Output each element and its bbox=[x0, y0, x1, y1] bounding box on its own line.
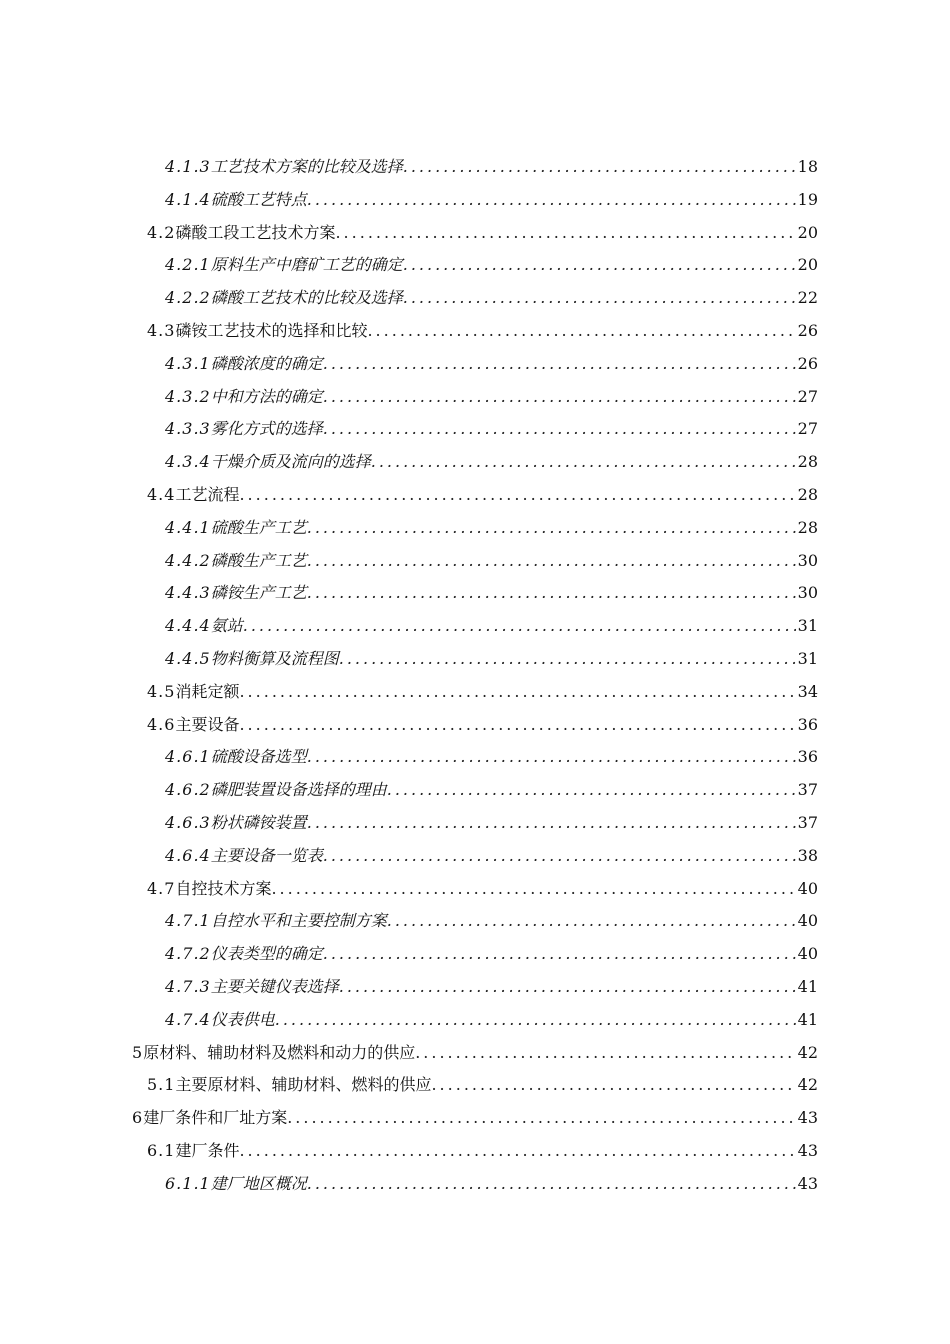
toc-entry[interactable] bbox=[165, 385, 818, 409]
toc-entry[interactable] bbox=[165, 745, 818, 769]
toc-entry-number: 4.6 bbox=[147, 714, 176, 734]
toc-entry-page: 28 bbox=[797, 517, 818, 537]
toc-entry[interactable] bbox=[147, 1139, 818, 1163]
toc-entry-number: 6.1.1 bbox=[165, 1173, 211, 1193]
toc-leader-dots bbox=[323, 352, 796, 376]
toc-leader-dots bbox=[371, 450, 796, 474]
toc-entry-number: 4.2 bbox=[147, 222, 176, 242]
toc-entry-number: 4.4.3 bbox=[165, 583, 211, 603]
toc-entry-title: 工艺流程 bbox=[175, 485, 240, 504]
toc-entry-page: 20 bbox=[797, 255, 818, 275]
toc-entry-page: 19 bbox=[797, 189, 818, 209]
toc-entry-title: 主要原材料、辅助材料、燃料的供应 bbox=[175, 1075, 432, 1095]
toc-entry-number: 4.3.4 bbox=[165, 452, 211, 472]
toc-entry-number: 4.6.1 bbox=[165, 747, 211, 767]
toc-entry-page: 37 bbox=[797, 780, 818, 800]
toc-entry-number: 4.4 bbox=[147, 485, 176, 504]
toc-entry[interactable] bbox=[165, 253, 818, 277]
toc-entry-title: 磷肥装置设备选择的理由 bbox=[210, 780, 387, 800]
toc-entry-title: 磷铵工艺技术的选择和比较 bbox=[175, 321, 368, 340]
toc-entry-page: 28 bbox=[797, 485, 818, 504]
toc-entry-page: 30 bbox=[797, 583, 818, 603]
toc-entry[interactable] bbox=[165, 1008, 818, 1032]
toc-entry-page: 40 bbox=[797, 878, 818, 898]
toc-leader-dots bbox=[307, 516, 796, 540]
toc-entry[interactable] bbox=[165, 352, 818, 376]
toc-leader-dots bbox=[239, 713, 795, 737]
toc-entry-page: 37 bbox=[797, 813, 818, 832]
toc-entry[interactable] bbox=[165, 417, 818, 441]
toc-entry-title: 磷铵生产工艺 bbox=[210, 583, 307, 603]
toc-entry-number: 4.1.3 bbox=[165, 157, 211, 176]
toc-entry[interactable] bbox=[147, 680, 818, 704]
toc-entry-title: 磷酸工艺技术的比较及选择 bbox=[210, 288, 403, 308]
toc-entry[interactable] bbox=[147, 1073, 818, 1097]
toc-entry[interactable] bbox=[147, 221, 818, 245]
toc-entry-number: 4.3.3 bbox=[165, 419, 211, 439]
toc-entry-title: 硫酸生产工艺 bbox=[210, 517, 307, 537]
toc-entry-title: 原料生产中磨矿工艺的确定 bbox=[210, 255, 403, 275]
toc-leader-dots bbox=[403, 286, 796, 310]
toc-entry-title: 硫酸设备选型 bbox=[210, 747, 307, 767]
toc-entry-title: 主要关键仪表选择 bbox=[210, 977, 339, 996]
toc-entry-number: 4.7.2 bbox=[165, 944, 211, 964]
toc-entry-title: 干燥介质及流向的选择 bbox=[210, 452, 371, 472]
toc-entry-page: 27 bbox=[797, 386, 818, 406]
toc-leader-dots bbox=[307, 188, 796, 212]
toc-entry-number: 4.4.5 bbox=[165, 649, 211, 668]
toc-entry[interactable] bbox=[165, 581, 818, 605]
toc-leader-dots bbox=[387, 909, 796, 933]
toc-leader-dots bbox=[307, 745, 796, 769]
toc-entry[interactable] bbox=[165, 286, 818, 310]
toc-entry-number: 6 bbox=[132, 1108, 144, 1128]
toc-entry-title: 粉状磷铵装置 bbox=[210, 813, 307, 832]
toc-leader-dots bbox=[415, 1041, 795, 1065]
toc-entry-page: 22 bbox=[797, 288, 818, 308]
toc-entry-number: 4.6.2 bbox=[165, 780, 211, 800]
toc-entry[interactable] bbox=[165, 647, 818, 671]
toc-entry-title: 物料衡算及流程图 bbox=[210, 649, 339, 668]
toc-entry-page: 41 bbox=[797, 1009, 818, 1029]
toc-entry-number: 4.3.2 bbox=[165, 386, 211, 406]
toc-entry-number: 4.4.1 bbox=[165, 517, 211, 537]
toc-leader-dots bbox=[307, 811, 796, 835]
toc-entry-page: 40 bbox=[797, 944, 818, 964]
toc-leader-dots bbox=[307, 549, 796, 573]
toc-entry[interactable] bbox=[165, 811, 818, 835]
toc-leader-dots bbox=[387, 778, 796, 802]
toc-leader-dots bbox=[403, 253, 796, 277]
toc-entry[interactable] bbox=[165, 778, 818, 802]
toc-entry[interactable] bbox=[132, 1041, 818, 1065]
toc-entry-title: 硫酸工艺特点 bbox=[210, 189, 307, 209]
toc-entry[interactable] bbox=[147, 319, 818, 343]
toc-leader-dots bbox=[431, 1073, 795, 1097]
toc-entry-title: 自控水平和主要控制方案 bbox=[210, 911, 387, 931]
toc-entry[interactable] bbox=[165, 942, 818, 966]
toc-entry-number: 4.4.4 bbox=[165, 616, 211, 636]
toc-entry[interactable] bbox=[147, 483, 818, 507]
toc-entry-title: 建厂地区概况 bbox=[210, 1173, 307, 1193]
toc-leader-dots bbox=[243, 614, 796, 638]
toc-entry-title: 自控技术方案 bbox=[175, 878, 272, 898]
toc-entry[interactable] bbox=[165, 909, 818, 933]
toc-entry-number: 4.7.4 bbox=[165, 1009, 211, 1029]
toc-entry-title: 磷酸生产工艺 bbox=[210, 550, 307, 570]
toc-leader-dots bbox=[307, 1172, 796, 1196]
toc-leader-dots bbox=[239, 1139, 795, 1163]
toc-entry-number: 4.4.2 bbox=[165, 550, 211, 570]
toc-entry-number: 5.1 bbox=[147, 1075, 176, 1095]
toc-entry-number: 4.1.4 bbox=[165, 189, 211, 209]
toc-entry-page: 26 bbox=[797, 321, 818, 340]
toc-leader-dots bbox=[323, 844, 796, 868]
toc-leader-dots bbox=[323, 385, 796, 409]
toc-entry[interactable] bbox=[165, 844, 818, 868]
toc-entry[interactable] bbox=[165, 155, 818, 179]
toc-entry-title: 氨站 bbox=[210, 616, 243, 636]
toc-leader-dots bbox=[239, 483, 795, 507]
toc-entry-title: 雾化方式的选择 bbox=[210, 419, 323, 439]
toc-entry[interactable] bbox=[165, 614, 818, 638]
toc-leader-dots bbox=[307, 581, 796, 605]
toc-entry-page: 43 bbox=[797, 1108, 818, 1128]
toc-leader-dots bbox=[403, 155, 796, 179]
toc-leader-dots bbox=[339, 975, 796, 999]
toc-entry-title: 消耗定额 bbox=[175, 681, 240, 701]
toc-leader-dots bbox=[275, 1008, 796, 1032]
toc-entry[interactable] bbox=[165, 450, 818, 474]
toc-entry-page: 43 bbox=[797, 1141, 818, 1160]
toc-entry-title: 主要设备 bbox=[175, 714, 240, 734]
toc-entry[interactable] bbox=[165, 549, 818, 573]
toc-entry-page: 41 bbox=[797, 977, 818, 996]
toc-leader-dots bbox=[367, 319, 795, 343]
toc-leader-dots bbox=[239, 680, 795, 704]
toc-entry-page: 43 bbox=[797, 1173, 818, 1193]
toc-entry[interactable] bbox=[165, 1172, 818, 1196]
toc-entry[interactable] bbox=[165, 516, 818, 540]
toc-leader-dots bbox=[271, 877, 795, 901]
toc-entry-page: 42 bbox=[797, 1042, 818, 1062]
toc-entry-page: 27 bbox=[797, 419, 818, 439]
toc-leader-dots bbox=[339, 647, 796, 671]
toc-entry[interactable] bbox=[132, 1106, 818, 1130]
toc-entry-page: 31 bbox=[797, 616, 818, 636]
toc-entry-page: 38 bbox=[797, 845, 818, 865]
toc-leader-dots bbox=[287, 1106, 795, 1130]
toc-entry-number: 4.7.1 bbox=[165, 911, 211, 931]
toc-entry-page: 36 bbox=[797, 747, 818, 767]
toc-entry-number: 4.7.3 bbox=[165, 977, 211, 996]
toc-leader-dots bbox=[323, 942, 796, 966]
toc-entry-title: 主要设备一览表 bbox=[210, 845, 323, 865]
toc-entry-number: 4.6.4 bbox=[165, 845, 211, 865]
toc-entry-number: 4.7 bbox=[147, 878, 176, 898]
toc-entry-title: 工艺技术方案的比较及选择 bbox=[210, 157, 403, 176]
toc-entry-page: 42 bbox=[797, 1075, 818, 1095]
toc-leader-dots bbox=[323, 417, 796, 441]
toc-entry-title: 磷酸工段工艺技术方案 bbox=[175, 222, 336, 242]
toc-entry-page: 26 bbox=[797, 353, 818, 373]
toc-entry-number: 4.2.1 bbox=[165, 255, 211, 275]
toc-entry[interactable] bbox=[165, 188, 818, 212]
toc-entry[interactable] bbox=[147, 713, 818, 737]
toc-entry-page: 34 bbox=[797, 681, 818, 701]
toc-entry-number: 6.1 bbox=[147, 1141, 176, 1160]
toc-entry-title: 建厂条件和厂址方案 bbox=[143, 1108, 288, 1128]
toc-entry-page: 18 bbox=[797, 157, 818, 176]
toc-entry-number: 5 bbox=[132, 1042, 144, 1062]
toc-entry-title: 原材料、辅助材料及燃料和动力的供应 bbox=[143, 1042, 416, 1062]
toc-entry-page: 20 bbox=[797, 222, 818, 242]
toc-entry[interactable] bbox=[147, 877, 818, 901]
toc-entry-page: 36 bbox=[797, 714, 818, 734]
toc-entry-number: 4.3.1 bbox=[165, 353, 211, 373]
toc-entry-title: 仪表类型的确定 bbox=[210, 944, 323, 964]
toc-leader-dots bbox=[335, 221, 795, 245]
toc-entry-title: 中和方法的确定 bbox=[210, 386, 323, 406]
toc-entry-number: 4.2.2 bbox=[165, 288, 211, 308]
toc-entry-number: 4.3 bbox=[147, 321, 176, 340]
toc-entry-number: 4.5 bbox=[147, 681, 176, 701]
toc-entry-number: 4.6.3 bbox=[165, 813, 211, 832]
toc-entry-page: 28 bbox=[797, 452, 818, 472]
toc-entry-page: 40 bbox=[797, 911, 818, 931]
toc-entry-title: 磷酸浓度的确定 bbox=[210, 353, 323, 373]
toc-entry-title: 建厂条件 bbox=[175, 1141, 240, 1160]
toc-entry-page: 30 bbox=[797, 550, 818, 570]
toc-entry-page: 31 bbox=[797, 649, 818, 668]
toc-entry-title: 仪表供电 bbox=[210, 1009, 275, 1029]
toc-entry[interactable] bbox=[165, 975, 818, 999]
